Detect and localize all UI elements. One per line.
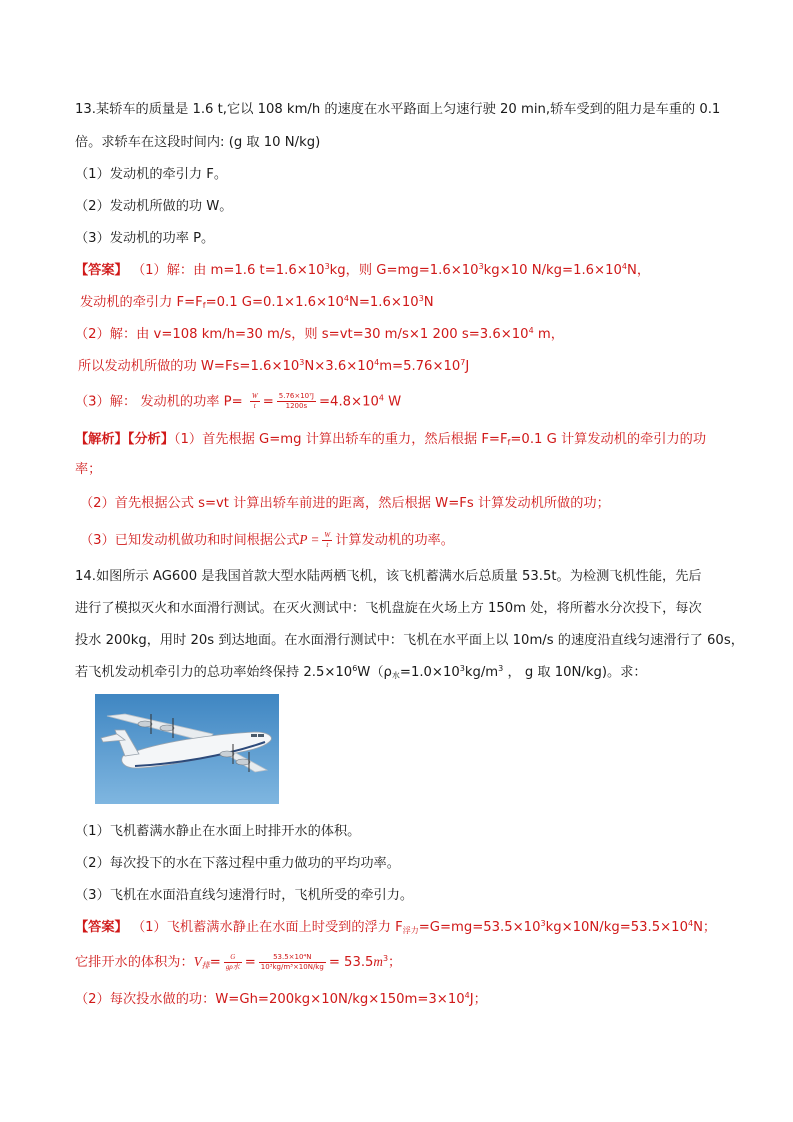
fraction-power-value: $\frac{\text{5.76×10⁷J}}{1200s}$ — [278, 392, 314, 410]
q13-answer-line1 — [75, 261, 650, 281]
q13-answer-line3: （2）解：由 v=108 km/h=30 m/s，则 s=vt=30 m/s×1 200 $s=3.6\times 10^4$ m， — [75, 326, 564, 342]
q13-analysis-line1: 【解析】【分析】（1）首先根据 G=mg 计算出轿车的重力，然后根据 $F=F_f=0.1$ G 计算发动机的牵引力的功 — [75, 432, 707, 447]
q13-stem-line1: 13.某轿车的质量是 1.6 t,它以 108 km/h 的速度在水平路面上匀速行驶 20 min,轿车受到的阻力是车重的 0.1 — [75, 102, 721, 117]
q14-stem-line1: 14.如图所示 AG600 是我国首款大型水陆两栖飞机，该飞机蓄满水后总质量 53.5t。为检测飞机性能，先后 — [75, 569, 702, 584]
answer-tag: 【答案】 — [75, 263, 128, 278]
q14-sub1: （1）飞机蓄满水静止在水面上时排开水的体积。 — [75, 824, 361, 839]
q13-analysis-line2: 率； — [75, 462, 102, 477]
answer-tag-14: 【答案】 — [75, 920, 128, 935]
fraction-volume-value: $\frac{\text{53.5×10⁴N}}{\text{10³kg/m³×10N/kg}}$ — [260, 952, 324, 971]
q13-stem-line2: 倍。求轿车在这段时间内: (g 取 10 N/kg) — [75, 135, 321, 150]
fraction-g-over-grho: $\frac{G}{\text{gρ水}}$ — [225, 952, 240, 971]
formula-p-equals: P = — [299, 532, 320, 547]
q13-analysis-line4: （3）已知发动机做功和时间根据公式P = $\frac{W}{t}$ 计算发动机的功率。 — [80, 530, 454, 549]
q13-sub2: （2）发动机所做的功 W。 — [75, 199, 233, 214]
fraction-w-over-t: $\frac{W}{t}$ — [251, 392, 258, 410]
q13-answer-line2: 发动机的牵引力 $F=F_f=0.1$ $G=0.1\times 1.6\times 10^4N=1.6\times 10^3N$ — [80, 294, 434, 310]
analysis-tag: 【解析】【分析】 — [75, 432, 174, 447]
q13-answer-line4: 所以发动机所做的功 $W=Fs=1.6\times 10^3N\times 3.6\times 10^4m=5.76\times 10^7J$ — [78, 358, 470, 374]
q14-answer-line3: （2）每次投水做的功：$W=Gh=200kg\times 10N/kg\times 150m=3\times 10^4J$； — [75, 991, 487, 1007]
q14-answer-line2: 它排开水的体积为：$V_排=$ $\frac{G}{\text{gρ水}}$ = $\frac{\text{53.5×10⁴N}}{\text{10³kg/m³×10N/kg}}$ = $53.5m^3$； — [75, 952, 402, 971]
q13-answer-line5: （3）解： 发动机的功率 P= $\frac{W}{t}$ = $\frac{\text{5.76×10⁷J}}{1200s}$ $=4.8\times 10^4$ W — [75, 392, 402, 410]
q14-stem-line2: 进行了模拟灭火和水面滑行测试。在灭火测试中：飞机盘旋在火场上方 150m 处，将所蓄水分次投下，每次 — [75, 601, 702, 616]
q14-sub3: （3）飞机在水面沿直线匀速滑行时，飞机所受的牵引力。 — [75, 888, 414, 903]
q14-sub2: （2）每次投下的水在下落过程中重力做功的平均功率。 — [75, 856, 400, 871]
q13-analysis-line3: （2）首先根据公式 s=vt 计算出轿车前进的距离，然后根据 W=Fs 计算发动机所做的功； — [80, 496, 610, 511]
q14-stem-line4: 若飞机发动机牵引力的总功率始终保持 $2.5\times 10^6W(\rho_水=1.0\times 10^3kg/m^3$ ， g 取 10N/kg)。求： — [75, 664, 647, 680]
aircraft-image — [95, 694, 279, 804]
fraction-w-over-t-2: $\frac{W}{t}$ — [324, 530, 331, 549]
ag600-aircraft-photo — [95, 694, 279, 804]
q13-sub3: （3）发动机的功率 P。 — [75, 231, 215, 246]
q14-stem-line3: 投水 200kg，用时 20s 到达地面。在水面滑行测试中：飞机在水平面上以 10m/s 的速度沿直线匀速滑行了 60s， — [75, 633, 744, 648]
q14-answer-line1: 【答案】 （1）飞机蓄满水静止在水面上时受到的浮力 $F_{浮力}=G=mg=53.5\times 10^3kg\times 10N/kg=53.5\times 10^4N$； — [75, 919, 717, 935]
q13-sub1: （1）发动机的牵引力 F。 — [75, 167, 228, 182]
answer-text: （1）解：由 m=1.6 $t=1.6\times 10^3kg$，则 $G=mg=1.6\times 10^3kg\times 10$ $N/kg=1.6\times 10^4N$， — [131, 262, 651, 278]
